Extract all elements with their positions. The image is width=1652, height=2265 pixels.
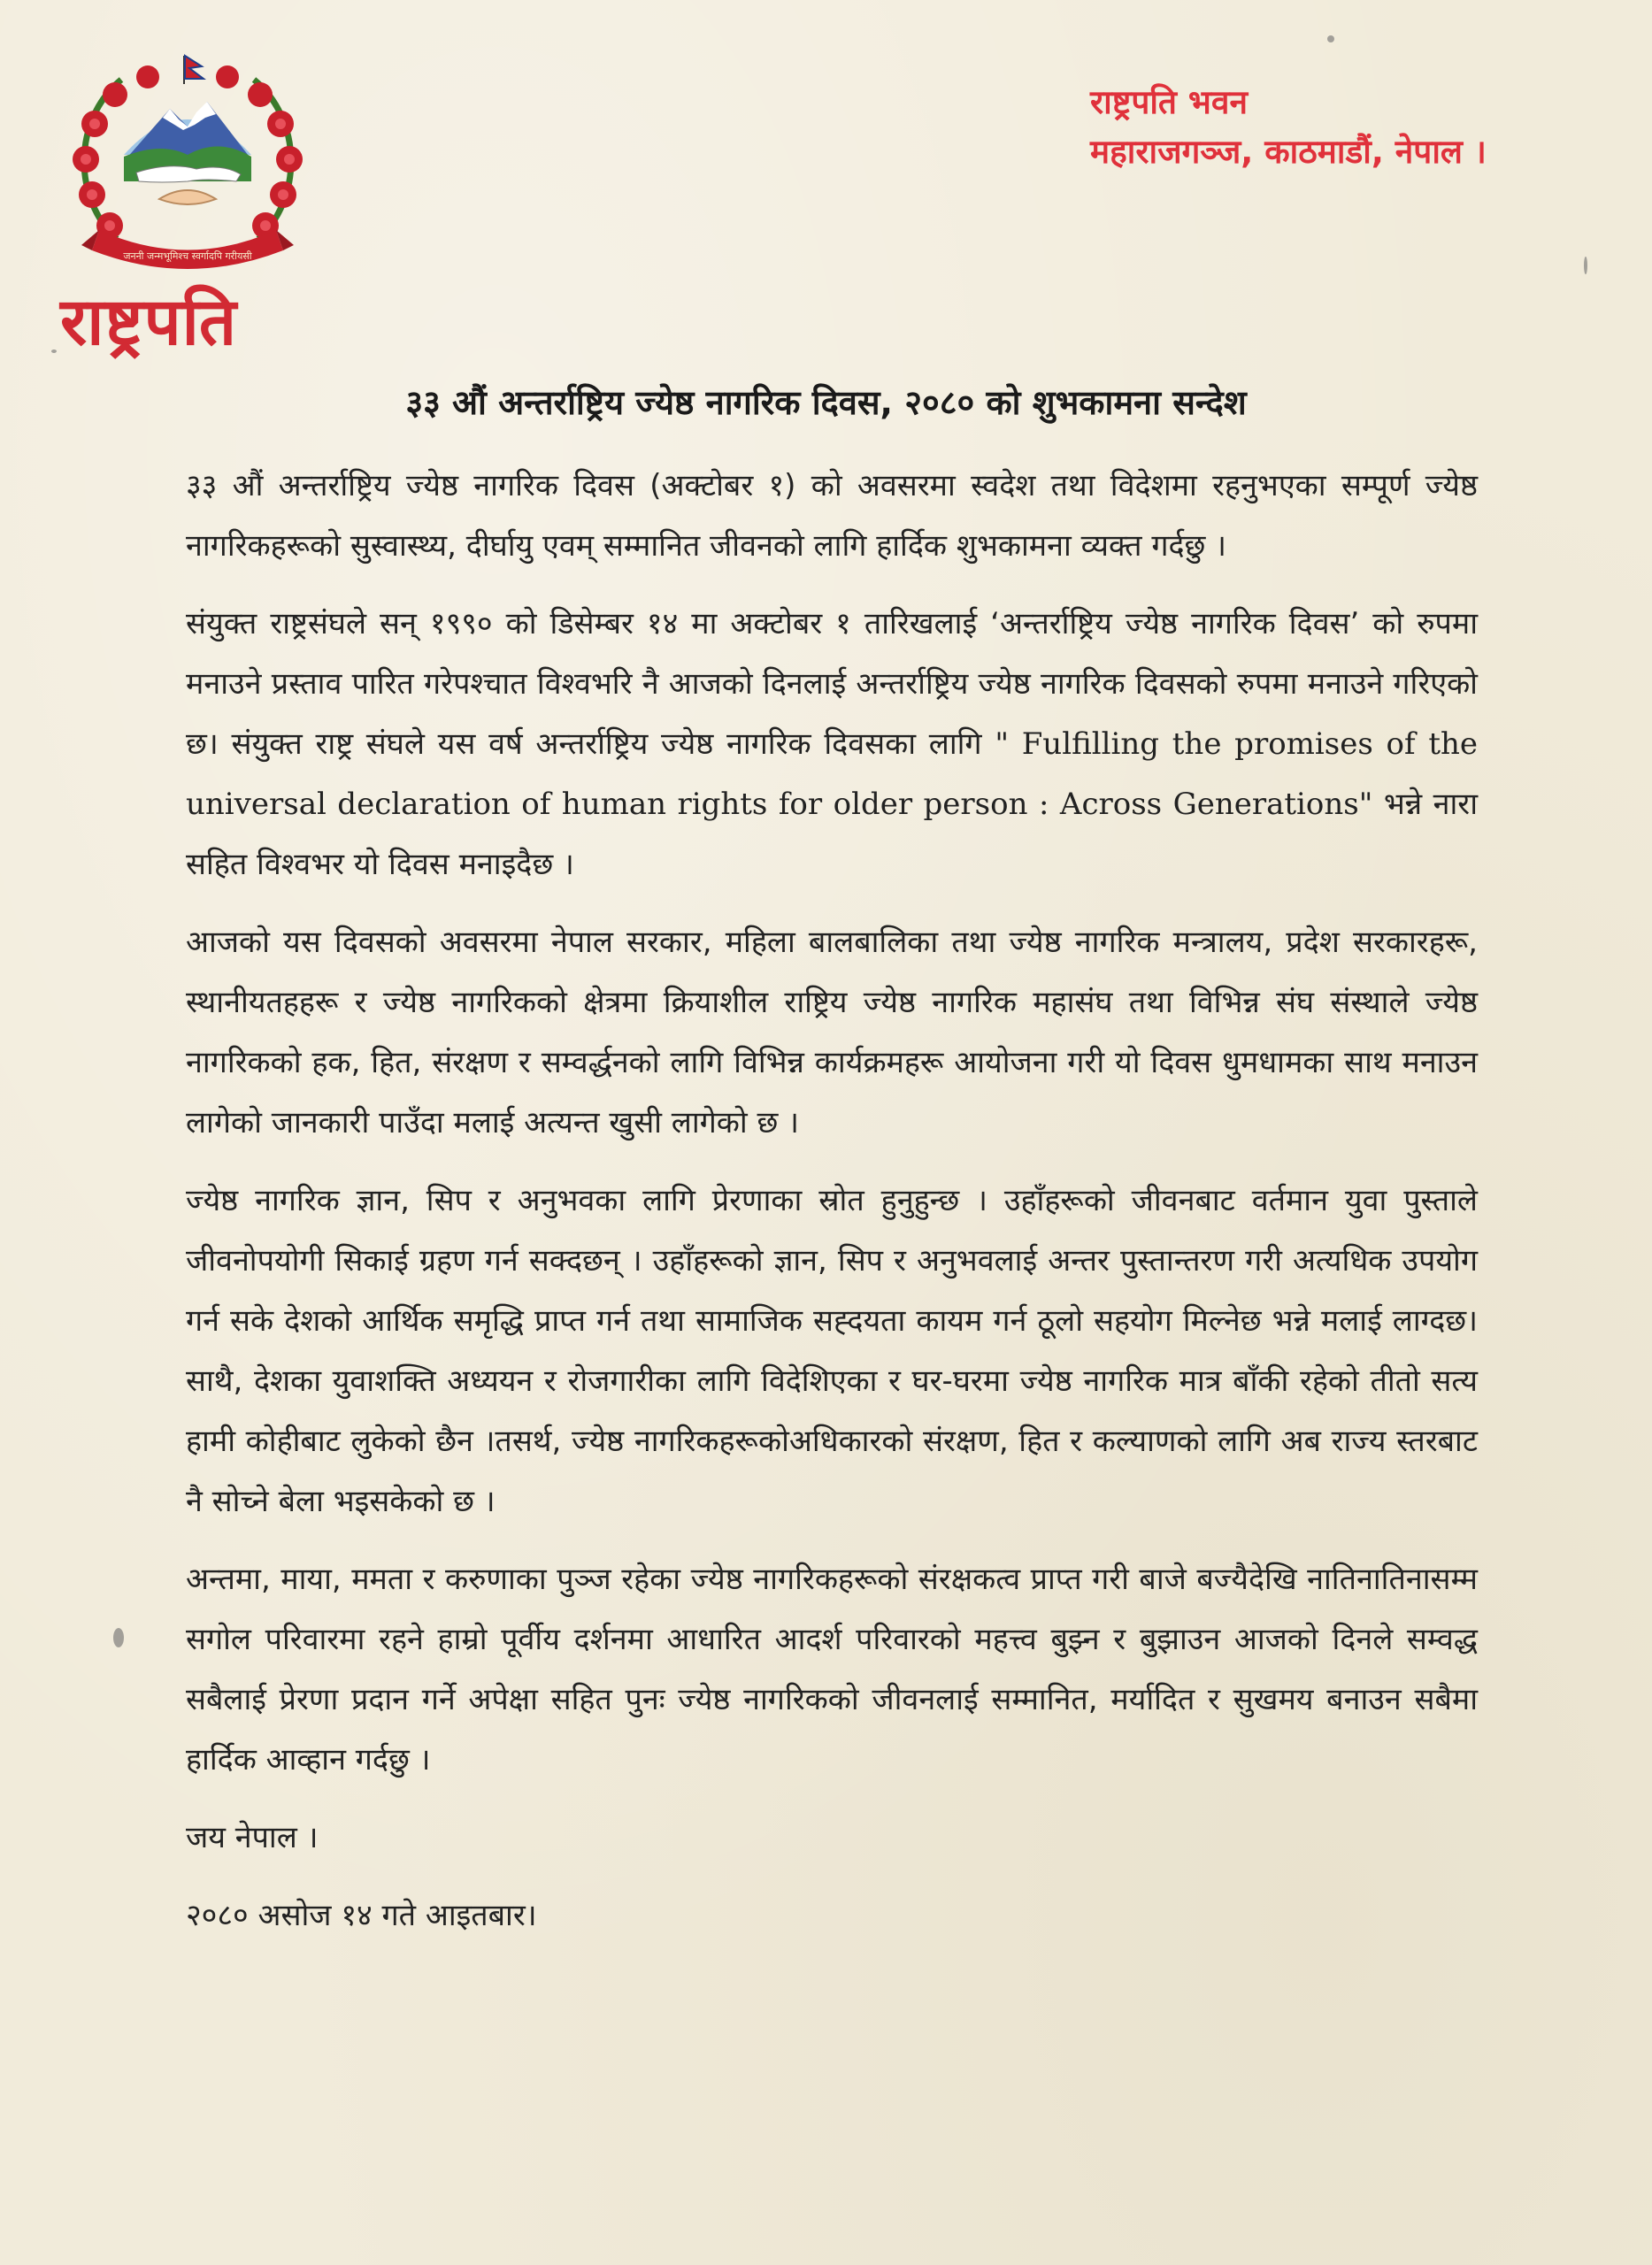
salutation: जय नेपाल । bbox=[186, 1820, 319, 1855]
address-line-2: महाराजगञ्ज, काठमाडौं, नेपाल । bbox=[1090, 133, 1487, 171]
page-title: ३३ औं अन्तर्राष्ट्रिय ज्येष्ठ नागरिक दिवस, २०८० को शुभकामना सन्देश bbox=[405, 383, 1247, 422]
paragraph-2-end: भन्ने नारा सहित विश्वभर यो दिवस मनाइदैछ । bbox=[186, 787, 1478, 882]
paragraph-5: अन्तमा, माया, ममता र करुणाका पुञ्ज रहेका ज्येष्ठ नागरिकहरूको संरक्षकत्व प्राप्त गरी बाजे बज्यैदेखि नातिनातिनासम्म सगोल परिवारमा रहने हाम्रो पूर्वीय दर्शनमा आधारित आदर्श परिवारको महत्त्व बुझ्न र बुझाउन आजको दिनले सम्वद्ध सबैलाई प्रेरणा प्रदान गर्ने अपेक्षा सहित पुनः ज्येष्ठ नागरिकको जीवनलाई सम्मानित, मर्यादित र सुखमय बनाउन सबैमा हार्दिक आव्हान गर्दछु । bbox=[186, 1562, 1478, 1777]
address-line-1: राष्ट्रपति भवन bbox=[1090, 83, 1249, 121]
paper-speck bbox=[51, 349, 57, 353]
nepal-coat-of-arms-icon bbox=[55, 49, 320, 283]
message-body bbox=[186, 456, 1478, 1963]
paper-speck bbox=[113, 1628, 124, 1647]
office-name: राष्ट्रपति bbox=[60, 284, 238, 360]
paragraph-3: आजको यस दिवसको अवसरमा नेपाल सरकार, महिला बालबालिका तथा ज्येष्ठ नागरिक मन्त्रालय, प्रदेश सरकारहरू, स्थानीयतहहरू र ज्येष्ठ नागरिकको क्षेत्रमा क्रियाशील राष्ट्रिय ज्येष्ठ नागरिक महासंघ तथा विभिन्न संघ संस्थाले ज्येष्ठ नागरिकको हक, हित, संरक्षण र सम्वर्द्धनको लागि विभिन्न कार्यक्रमहरू आयोजना गरी यो दिवस धुमधामका साथ मनाउन लागेको जानकारी पाउँदा मलाई अत्यन्त खुसी लागेको छ । bbox=[186, 925, 1478, 1140]
paper-speck bbox=[1327, 35, 1334, 42]
paragraph-2-text: संयुक्त राष्ट्रसंघले सन् १९९० को डिसेम्बर १४ मा अक्टोबर १ तारिखलाई ‘अन्तर्राष्ट्रिय ज्येष्ठ नागरिक दिवस’ को रुपमा मनाउने प्रस्ताव पारित गरेपश्चात विश्वभरि नै आजको दिनलाई अन्तर्राष्ट्रिय ज्येष्ठ नागरिक दिवसको रुपमा मनाउने गरिएको छ। संयुक्त राष्ट्र संघले यस वर्ष अन्तर्राष्ट्रिय ज्येष्ठ नागरिक दिवसका लागि bbox=[186, 606, 1478, 762]
paragraph-2 bbox=[186, 594, 1478, 894]
paper-speck bbox=[1584, 257, 1587, 274]
theme-slogan: " Fulfilling the promises of the universal declaration of human rights for older person : Across Generations" bbox=[186, 726, 1479, 822]
paragraph-1: ३३ औं अन्तर्राष्ट्रिय ज्येष्ठ नागरिक दिवस (अक्टोबर १) को अवसरमा स्वदेश तथा विदेशमा रहनुभएका सम्पूर्ण ज्येष्ठ नागरिकहरूको सुस्वास्थ्य, दीर्घायु एवम् सम्मानित जीवनको लागि हार्दिक शुभकामना व्यक्त गर्दछु । bbox=[186, 468, 1478, 564]
letterhead-address bbox=[1090, 78, 1586, 177]
paragraph-4: ज्येष्ठ नागरिक ज्ञान, सिप र अनुभवका लागि प्रेरणाका स्रोत हुनुहुन्छ । उहाँहरूको जीवनबाट वर्तमान युवा पुस्ताले जीवनोपयोगी सिकाई ग्रहण गर्न सक्दछन् । उहाँहरूको ज्ञान, सिप र अनुभवलाई अन्तर पुस्तान्तरण गरी अत्यधिक उपयोग गर्न सके देशको आर्थिक समृद्धि प्राप्त गर्न तथा सामाजिक सह्दयता कायम गर्न ठूलो सहयोग मिल्नेछ भन्ने मलाई लाग्दछ। साथै, देशका युवाशक्ति अध्ययन र रोजगारीका लागि विदेशिएका र घर-घरमा ज्येष्ठ नागरिक मात्र बाँकी रहेको तीतो सत्य हामी कोहीबाट लुकेको छैन ।तसर्थ, ज्येष्ठ नागरिकहरूकोअधिकारको संरक्षण, हित र कल्याणको लागि अब राज्य स्तरबाट नै सोच्ने बेला भइसकेको छ । bbox=[186, 1183, 1478, 1519]
letter-date: २०८० असोज १४ गते आइतबार। bbox=[186, 1898, 537, 1933]
emblem-motto: जननी जन्मभूमिश्च स्वर्गादपि गरीयसी bbox=[123, 250, 252, 262]
